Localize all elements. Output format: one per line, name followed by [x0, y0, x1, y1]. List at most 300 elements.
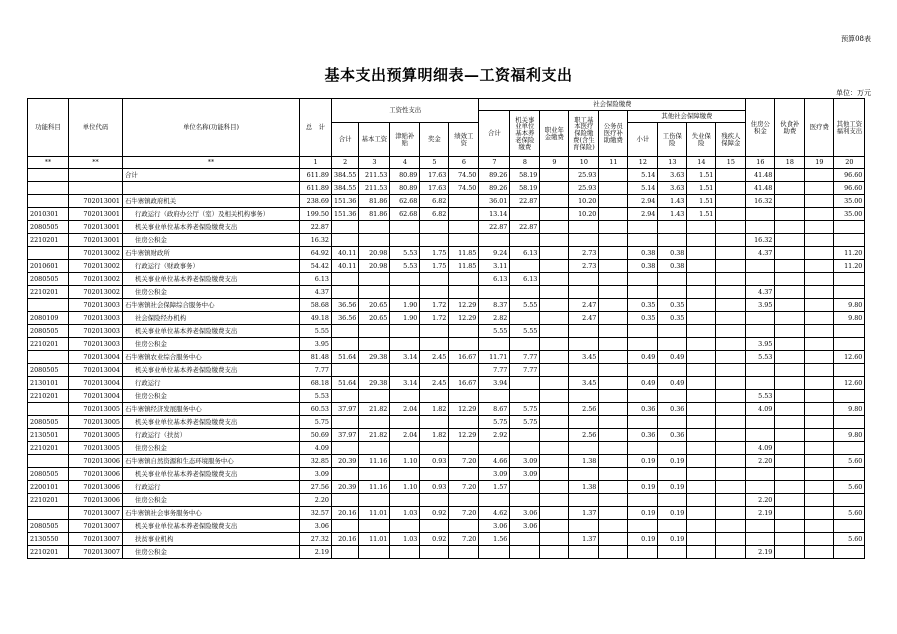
value-cell: 6.13	[479, 273, 510, 286]
value-cell	[332, 273, 359, 286]
value-cell	[510, 234, 540, 247]
value-cell	[746, 260, 775, 273]
value-cell: 2.47	[569, 299, 599, 312]
unit-name-cell: 社会保险经办机构	[123, 312, 300, 325]
value-cell: 3.11	[479, 260, 510, 273]
value-cell	[805, 169, 834, 182]
table-row	[28, 416, 865, 429]
value-cell: 20.16	[332, 507, 359, 520]
value-cell	[658, 546, 687, 559]
value-cell	[716, 234, 746, 247]
value-cell: 0.38	[658, 260, 687, 273]
unit-code-cell: 702013006	[69, 494, 123, 507]
column-number: 18	[775, 157, 805, 169]
value-cell: 0.35	[658, 299, 687, 312]
value-cell	[658, 273, 687, 286]
value-cell: 32.57	[300, 507, 332, 520]
value-cell	[687, 299, 716, 312]
value-cell: 3.95	[746, 299, 775, 312]
unit-code-cell: 702013003	[69, 338, 123, 351]
value-cell: 20.65	[359, 312, 390, 325]
column-number: 10	[569, 157, 599, 169]
value-cell	[775, 507, 805, 520]
value-cell: 5.60	[834, 481, 865, 494]
value-cell: 13.14	[479, 208, 510, 221]
value-cell: 21.82	[359, 403, 390, 416]
value-cell: 0.36	[628, 429, 658, 442]
value-cell	[599, 455, 628, 468]
func-subject-cell: 2210201	[28, 390, 69, 403]
value-cell: 3.45	[569, 377, 599, 390]
value-cell	[540, 234, 569, 247]
value-cell	[332, 494, 359, 507]
unit-name-cell: 住房公积金	[123, 286, 300, 299]
value-cell: 7.77	[479, 364, 510, 377]
value-cell: 6.13	[510, 273, 540, 286]
func-subject-cell	[28, 247, 69, 260]
value-cell	[540, 390, 569, 403]
value-cell	[775, 182, 805, 195]
value-cell: 3.09	[510, 468, 540, 481]
value-cell	[449, 494, 479, 507]
value-cell	[540, 416, 569, 429]
value-cell	[628, 364, 658, 377]
value-cell	[569, 494, 599, 507]
value-cell: 2.94	[628, 208, 658, 221]
table-row	[28, 312, 865, 325]
value-cell: 29.38	[359, 351, 390, 364]
value-cell: 2.56	[569, 429, 599, 442]
value-cell	[805, 507, 834, 520]
value-cell	[775, 260, 805, 273]
unit-name-cell	[123, 182, 300, 195]
value-cell	[510, 377, 540, 390]
value-cell	[599, 546, 628, 559]
value-cell	[420, 520, 449, 533]
value-cell: 0.19	[628, 481, 658, 494]
value-cell: 0.49	[628, 351, 658, 364]
unit-name-cell: 住房公积金	[123, 390, 300, 403]
func-subject-cell: 2080109	[28, 312, 69, 325]
value-cell: 5.55	[479, 325, 510, 338]
value-cell	[599, 351, 628, 364]
value-cell: 0.38	[628, 247, 658, 260]
value-cell	[420, 221, 449, 234]
func-subject-cell: 2210201	[28, 338, 69, 351]
value-cell: 6.13	[510, 247, 540, 260]
value-cell: 3.06	[510, 507, 540, 520]
value-cell: 3.09	[300, 468, 332, 481]
value-cell: 81.86	[359, 195, 390, 208]
func-subject-cell: 2080505	[28, 221, 69, 234]
header-unemployment: 失业保险	[687, 123, 716, 157]
func-subject-cell: 2080505	[28, 468, 69, 481]
value-cell	[540, 299, 569, 312]
value-cell	[540, 325, 569, 338]
value-cell: 3.09	[479, 468, 510, 481]
table-row	[28, 286, 865, 299]
value-cell: 37.97	[332, 429, 359, 442]
value-cell	[746, 364, 775, 377]
value-cell	[775, 416, 805, 429]
value-cell: 12.29	[449, 299, 479, 312]
table-row	[28, 481, 865, 494]
value-cell: 74.50	[449, 182, 479, 195]
value-cell: 6.82	[420, 208, 449, 221]
value-cell	[805, 416, 834, 429]
value-cell	[540, 442, 569, 455]
value-cell	[716, 286, 746, 299]
value-cell	[687, 286, 716, 299]
value-cell	[658, 494, 687, 507]
value-cell: 12.29	[449, 403, 479, 416]
value-cell	[510, 546, 540, 559]
value-cell: 36.01	[479, 195, 510, 208]
value-cell	[775, 247, 805, 260]
value-cell	[805, 455, 834, 468]
table-row	[28, 247, 865, 260]
value-cell: 12.29	[449, 429, 479, 442]
value-cell: 81.48	[300, 351, 332, 364]
value-cell	[449, 520, 479, 533]
value-cell	[775, 338, 805, 351]
value-cell: 5.75	[300, 416, 332, 429]
unit-name-cell: 石牛寨镇财政所	[123, 247, 300, 260]
value-cell	[628, 338, 658, 351]
value-cell	[628, 234, 658, 247]
value-cell	[569, 338, 599, 351]
column-number: 16	[746, 157, 775, 169]
page-title: 基本支出预算明细表—工资福利支出	[324, 66, 573, 84]
value-cell	[687, 468, 716, 481]
value-cell: 2.20	[746, 455, 775, 468]
unit-code-cell: 702013003	[69, 299, 123, 312]
value-cell	[775, 208, 805, 221]
value-cell: 384.55	[332, 182, 359, 195]
column-number: 5	[420, 157, 449, 169]
value-cell: 4.37	[746, 247, 775, 260]
value-cell	[805, 286, 834, 299]
value-cell	[658, 234, 687, 247]
value-cell: 3.14	[390, 377, 420, 390]
value-cell: 20.39	[332, 455, 359, 468]
value-cell: 1.37	[569, 533, 599, 546]
value-cell	[540, 403, 569, 416]
value-cell	[658, 390, 687, 403]
unit-code-cell: 702013004	[69, 377, 123, 390]
value-cell: 9.24	[479, 247, 510, 260]
header-basic-wage: 基本工资	[359, 123, 390, 157]
value-cell: 3.95	[300, 338, 332, 351]
table-row	[28, 468, 865, 481]
value-cell	[834, 390, 865, 403]
unit-name-cell: 住房公积金	[123, 234, 300, 247]
value-cell: 29.38	[359, 377, 390, 390]
unit-code-cell: 702013006	[69, 481, 123, 494]
value-cell: 0.35	[628, 312, 658, 325]
value-cell: 12.29	[449, 312, 479, 325]
star-marker: **	[28, 157, 69, 169]
value-cell	[805, 429, 834, 442]
value-cell	[716, 403, 746, 416]
value-cell	[449, 338, 479, 351]
value-cell	[390, 468, 420, 481]
value-cell	[359, 338, 390, 351]
value-cell	[834, 286, 865, 299]
value-cell	[540, 221, 569, 234]
value-cell: 22.87	[510, 221, 540, 234]
unit-code-cell: 702013005	[69, 416, 123, 429]
value-cell	[599, 247, 628, 260]
value-cell	[332, 416, 359, 429]
value-cell: 11.85	[449, 247, 479, 260]
value-cell	[599, 260, 628, 273]
header-allowance: 津贴补贴	[390, 123, 420, 157]
unit-code-cell: 702013001	[69, 221, 123, 234]
value-cell: 10.20	[569, 208, 599, 221]
value-cell	[359, 494, 390, 507]
value-cell	[359, 286, 390, 299]
value-cell	[775, 481, 805, 494]
value-cell	[332, 364, 359, 377]
value-cell	[658, 468, 687, 481]
value-cell	[390, 221, 420, 234]
value-cell: 51.64	[332, 351, 359, 364]
value-cell: 80.89	[390, 169, 420, 182]
value-cell	[687, 455, 716, 468]
unit-name-cell: 机关事业单位基本养老保险缴费支出	[123, 364, 300, 377]
value-cell: 7.77	[300, 364, 332, 377]
value-cell	[420, 546, 449, 559]
value-cell	[332, 390, 359, 403]
value-cell: 5.53	[746, 351, 775, 364]
value-cell	[687, 533, 716, 546]
value-cell: 0.49	[628, 377, 658, 390]
value-cell	[687, 429, 716, 442]
table-row	[28, 442, 865, 455]
header-total: 总 计	[300, 99, 332, 157]
value-cell	[510, 286, 540, 299]
value-cell: 25.93	[569, 169, 599, 182]
value-cell: 2.19	[746, 507, 775, 520]
value-cell	[599, 182, 628, 195]
value-cell	[332, 546, 359, 559]
func-subject-cell	[28, 403, 69, 416]
value-cell: 0.36	[628, 403, 658, 416]
value-cell	[569, 416, 599, 429]
value-cell: 27.56	[300, 481, 332, 494]
value-cell	[775, 520, 805, 533]
func-subject-cell: 2210201	[28, 286, 69, 299]
value-cell: 6.13	[300, 273, 332, 286]
value-cell	[510, 533, 540, 546]
unit-name-cell: 石牛寨镇经济发展服务中心	[123, 403, 300, 416]
value-cell: 1.90	[390, 299, 420, 312]
value-cell: 1.72	[420, 299, 449, 312]
unit-name-cell: 石牛寨镇社会保障综合服务中心	[123, 299, 300, 312]
func-subject-cell: 2080505	[28, 273, 69, 286]
value-cell	[359, 546, 390, 559]
unit-code-cell: 702013006	[69, 455, 123, 468]
value-cell: 58.19	[510, 169, 540, 182]
value-cell	[540, 455, 569, 468]
value-cell	[775, 273, 805, 286]
value-cell: 11.16	[359, 455, 390, 468]
value-cell	[599, 442, 628, 455]
value-cell: 0.19	[628, 507, 658, 520]
value-cell: 0.92	[420, 507, 449, 520]
value-cell: 25.93	[569, 182, 599, 195]
value-cell	[332, 234, 359, 247]
value-cell	[569, 442, 599, 455]
value-cell: 2.45	[420, 377, 449, 390]
star-marker: **	[123, 157, 300, 169]
value-cell	[628, 416, 658, 429]
value-cell	[805, 351, 834, 364]
value-cell	[359, 325, 390, 338]
value-cell	[540, 273, 569, 286]
unit-code-cell: 702013001	[69, 195, 123, 208]
value-cell: 20.65	[359, 299, 390, 312]
table-row	[28, 169, 865, 182]
column-number: 13	[658, 157, 687, 169]
value-cell	[716, 260, 746, 273]
value-cell	[420, 273, 449, 286]
value-cell: 0.92	[420, 533, 449, 546]
value-cell	[569, 364, 599, 377]
func-subject-cell: 2130501	[28, 429, 69, 442]
value-cell: 1.90	[390, 312, 420, 325]
value-cell	[658, 325, 687, 338]
unit-code-cell: 702013004	[69, 390, 123, 403]
value-cell	[746, 325, 775, 338]
value-cell	[420, 442, 449, 455]
value-cell	[332, 221, 359, 234]
value-cell: 81.86	[359, 208, 390, 221]
value-cell: 62.68	[390, 195, 420, 208]
value-cell: 5.60	[834, 455, 865, 468]
value-cell: 2.92	[479, 429, 510, 442]
value-cell	[775, 494, 805, 507]
value-cell	[510, 481, 540, 494]
header-unit-name: 单位名称(功能科目)	[123, 99, 300, 157]
value-cell	[599, 195, 628, 208]
func-subject-cell	[28, 169, 69, 182]
header-civil-medical: 公务员医疗补助缴费	[599, 111, 628, 157]
table-row	[28, 455, 865, 468]
value-cell	[540, 364, 569, 377]
value-cell	[628, 221, 658, 234]
value-cell	[510, 260, 540, 273]
value-cell: 5.55	[510, 325, 540, 338]
value-cell	[599, 273, 628, 286]
value-cell: 35.00	[834, 195, 865, 208]
table-row	[28, 273, 865, 286]
value-cell: 2.19	[300, 546, 332, 559]
value-cell	[332, 468, 359, 481]
value-cell	[775, 351, 805, 364]
value-cell: 0.19	[628, 533, 658, 546]
value-cell: 16.67	[449, 351, 479, 364]
value-cell	[510, 312, 540, 325]
column-number: 15	[716, 157, 746, 169]
value-cell	[390, 520, 420, 533]
value-cell	[599, 468, 628, 481]
value-cell	[599, 286, 628, 299]
star-marker: **	[69, 157, 123, 169]
func-subject-cell	[28, 507, 69, 520]
value-cell	[746, 416, 775, 429]
value-cell	[658, 442, 687, 455]
value-cell: 0.19	[658, 507, 687, 520]
value-cell	[599, 520, 628, 533]
value-cell	[746, 468, 775, 481]
value-cell	[716, 325, 746, 338]
value-cell	[420, 468, 449, 481]
value-cell	[540, 208, 569, 221]
unit-code-cell	[69, 169, 123, 182]
value-cell	[449, 221, 479, 234]
value-cell: 40.11	[332, 247, 359, 260]
value-cell	[599, 416, 628, 429]
value-cell: 4.37	[300, 286, 332, 299]
value-cell	[805, 260, 834, 273]
value-cell	[658, 221, 687, 234]
value-cell	[569, 286, 599, 299]
value-cell	[687, 364, 716, 377]
value-cell: 5.14	[628, 182, 658, 195]
value-cell	[687, 442, 716, 455]
value-cell	[332, 520, 359, 533]
unit-code-cell: 702013007	[69, 520, 123, 533]
unit-code-cell	[69, 182, 123, 195]
func-subject-cell	[28, 351, 69, 364]
value-cell: 0.36	[658, 403, 687, 416]
value-cell	[716, 338, 746, 351]
value-cell	[390, 273, 420, 286]
value-cell	[775, 169, 805, 182]
value-cell: 7.20	[449, 455, 479, 468]
value-cell	[775, 299, 805, 312]
value-cell	[540, 468, 569, 481]
value-cell	[746, 481, 775, 494]
value-cell	[805, 403, 834, 416]
value-cell: 35.00	[834, 208, 865, 221]
value-cell: 80.89	[390, 182, 420, 195]
header-wage-group: 工资性支出	[332, 99, 479, 123]
value-cell	[834, 494, 865, 507]
unit-code-cell: 702013002	[69, 286, 123, 299]
value-cell	[716, 507, 746, 520]
value-cell	[716, 468, 746, 481]
value-cell	[599, 390, 628, 403]
value-cell	[599, 338, 628, 351]
value-cell: 9.80	[834, 403, 865, 416]
value-cell	[510, 390, 540, 403]
value-cell	[716, 169, 746, 182]
value-cell: 1.57	[479, 481, 510, 494]
value-cell	[569, 468, 599, 481]
value-cell	[805, 390, 834, 403]
value-cell: 4.09	[746, 403, 775, 416]
column-number: 6	[449, 157, 479, 169]
value-cell	[359, 234, 390, 247]
value-cell	[716, 299, 746, 312]
value-cell	[449, 364, 479, 377]
value-cell	[510, 208, 540, 221]
value-cell	[834, 546, 865, 559]
value-cell	[834, 325, 865, 338]
